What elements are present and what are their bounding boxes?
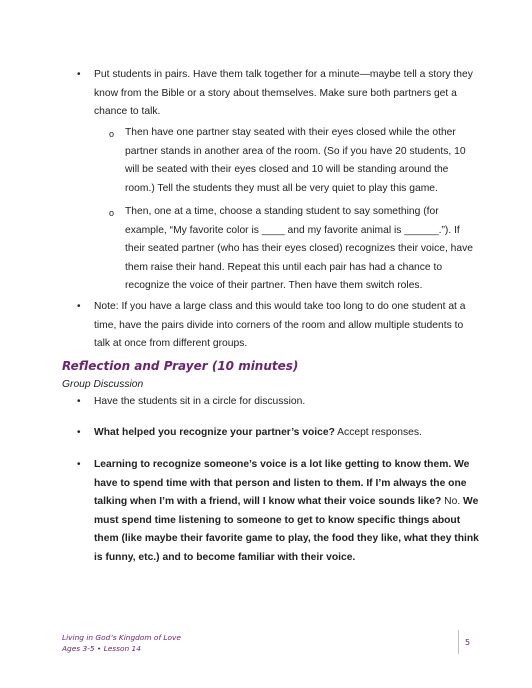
question-bold: What helped you recognize your partner’s voice? — [94, 427, 335, 438]
circle-bullet: o — [109, 208, 115, 218]
learning-bold-1: Learning to recognize someone’s voice is a lot like getting to know them. We have to spend time with that person and listen to them. If I’m always the one talking when I’m with a friend, will I know what their voice sounds like? — [94, 459, 470, 507]
learning-bold-2: We must spend time listening to someone to get to know specific things about them (like maybe their favorite game to play, the food they like, what they think is funny, etc.) and to become familiar with their voice. — [94, 496, 479, 563]
page-number: 5 — [465, 638, 471, 647]
sub-bullet-seated — [109, 124, 477, 198]
section-title: Reflection and Prayer (10 minutes) — [62, 359, 299, 373]
bullet-pairs — [77, 66, 474, 122]
bullet-question — [77, 424, 479, 443]
sub-text: Then have one partner stay seated with their eyes closed while the other partner stands in another area of the room. (So if you have 20 students, 10 will be seated with their eyes closed and 10 will be standing around the room.) Tell the students they must all be very quiet to play this game. — [125, 127, 466, 194]
bullet-learning — [77, 456, 479, 567]
bullet-circle — [77, 393, 479, 412]
bullet-dot: • — [77, 459, 81, 470]
bullet-dot: • — [77, 396, 81, 407]
footer-title: Living in God’s Kingdom of Love — [62, 633, 181, 642]
bullet-text: Put students in pairs. Have them talk together for a minute—maybe tell a story they know from the Bible or a story about themselves. Make sure both partners get a chance to talk. — [94, 69, 473, 117]
sub-text: Then, one at a time, choose a standing student to say something (for example, “My favorite color is ____ and my favorite animal is ______.”). If their seated partner (who has their eyes closed) recognizes their voice, have them raise their hand. Repeat this until each pair has had a chance to recognize the voice of their partner. Then have them switch roles. — [125, 206, 473, 291]
bullet-dot: • — [77, 427, 81, 438]
circle-bullet: o — [109, 129, 115, 139]
learning-plain: No. — [441, 496, 464, 507]
bullet-dot: • — [77, 69, 81, 80]
question-rest: Accept responses. — [334, 427, 422, 438]
bullet-dot: • — [77, 301, 81, 312]
footer-lesson: Ages 3-5 • Lesson 14 — [62, 644, 141, 653]
footer — [62, 632, 181, 654]
bullet-note — [77, 298, 479, 354]
note-text: Note: If you have a large class and this would take too long to do one student at a time, have the pairs divide into corners of the room and allow multiple students to talk at once from different groups. — [94, 301, 466, 349]
bullet-text: Have the students sit in a circle for discussion. — [94, 396, 306, 407]
section-subtitle: Group Discussion — [62, 379, 144, 390]
sub-bullet-standing — [109, 203, 477, 296]
footer-divider — [458, 630, 459, 654]
